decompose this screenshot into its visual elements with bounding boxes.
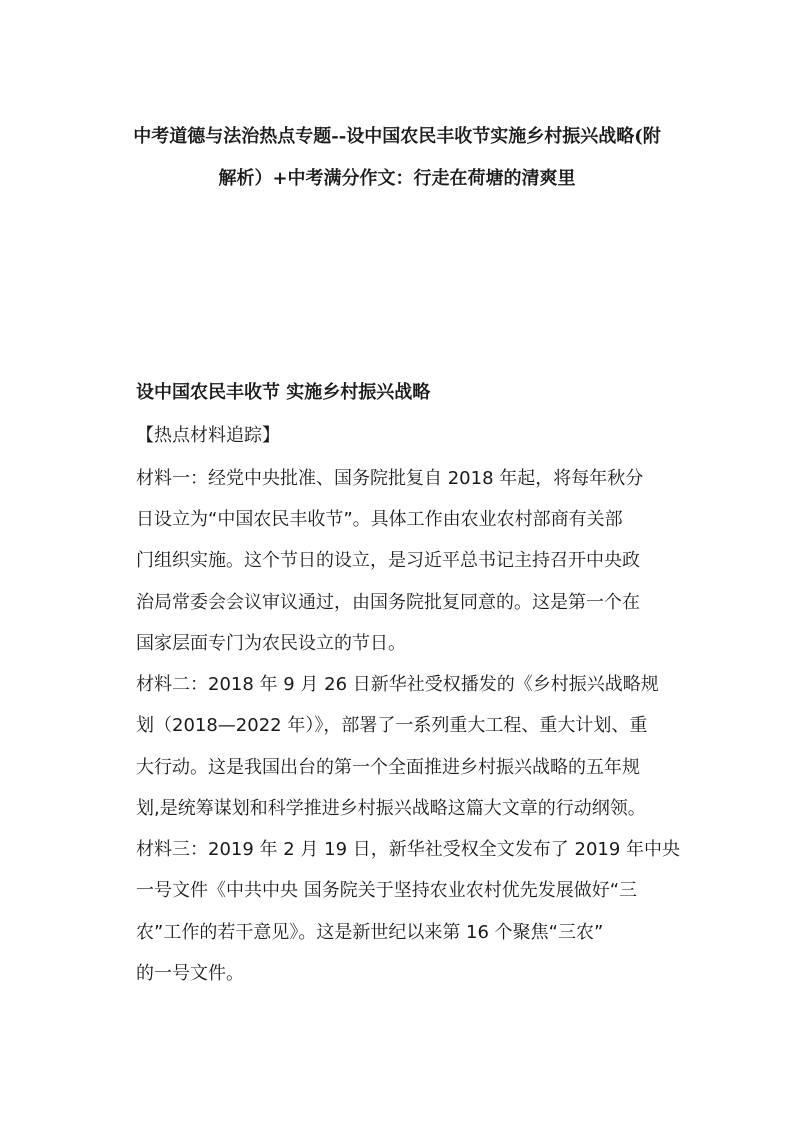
body-line: 材料三：2019 年 2 月 19 日，新华社受权全文发布了 2019 年中央 <box>136 839 681 860</box>
document-title-line-2: 解析）+中考满分作文：行走在荷塘的清爽里 <box>218 168 576 189</box>
body-line: 划,是统筹谋划和科学推进乡村振兴战略这篇大文章的行动纲领。 <box>136 798 646 819</box>
document-title-line-1: 中考道德与法治热点专题--设中国农民丰收节实施乡村振兴战略(附 <box>133 126 661 147</box>
section-heading: 设中国农民丰收节 实施乡村振兴战略 <box>136 382 431 403</box>
body-line: 划（2018—2022 年）》，部署了一系列重大工程、重大计划、重 <box>136 715 648 736</box>
body-line: 农”工作的若干意见》。这是新世纪以来第 16 个聚焦“三农” <box>136 922 604 943</box>
body-line: 大行动。这是我国出台的第一个全面推进乡村振兴战略的五年规 <box>136 757 640 778</box>
body-line: 的一号文件。 <box>136 963 244 984</box>
hot-material-tag: 【热点材料追踪】 <box>136 425 280 446</box>
body-line: 材料二：2018 年 9 月 26 日新华社受权播发的《乡村振兴战略规 <box>136 674 659 695</box>
body-line: 日设立为“中国农民丰收节”。具体工作由农业农村部商有关部 <box>136 509 623 530</box>
body-line: 材料一：经党中央批准、国务院批复自 2018 年起，将每年秋分 <box>136 468 644 489</box>
body-line: 治局常委会会议审议通过，由国务院批复同意的。这是第一个在 <box>136 592 640 613</box>
body-line: 国家层面专门为农民设立的节日。 <box>136 633 406 654</box>
body-line: 一号文件《中共中央 国务院关于坚持农业农村优先发展做好“三 <box>136 880 638 901</box>
body-line: 门组织实施。这个节日的设立，是习近平总书记主持召开中央政 <box>136 550 640 571</box>
